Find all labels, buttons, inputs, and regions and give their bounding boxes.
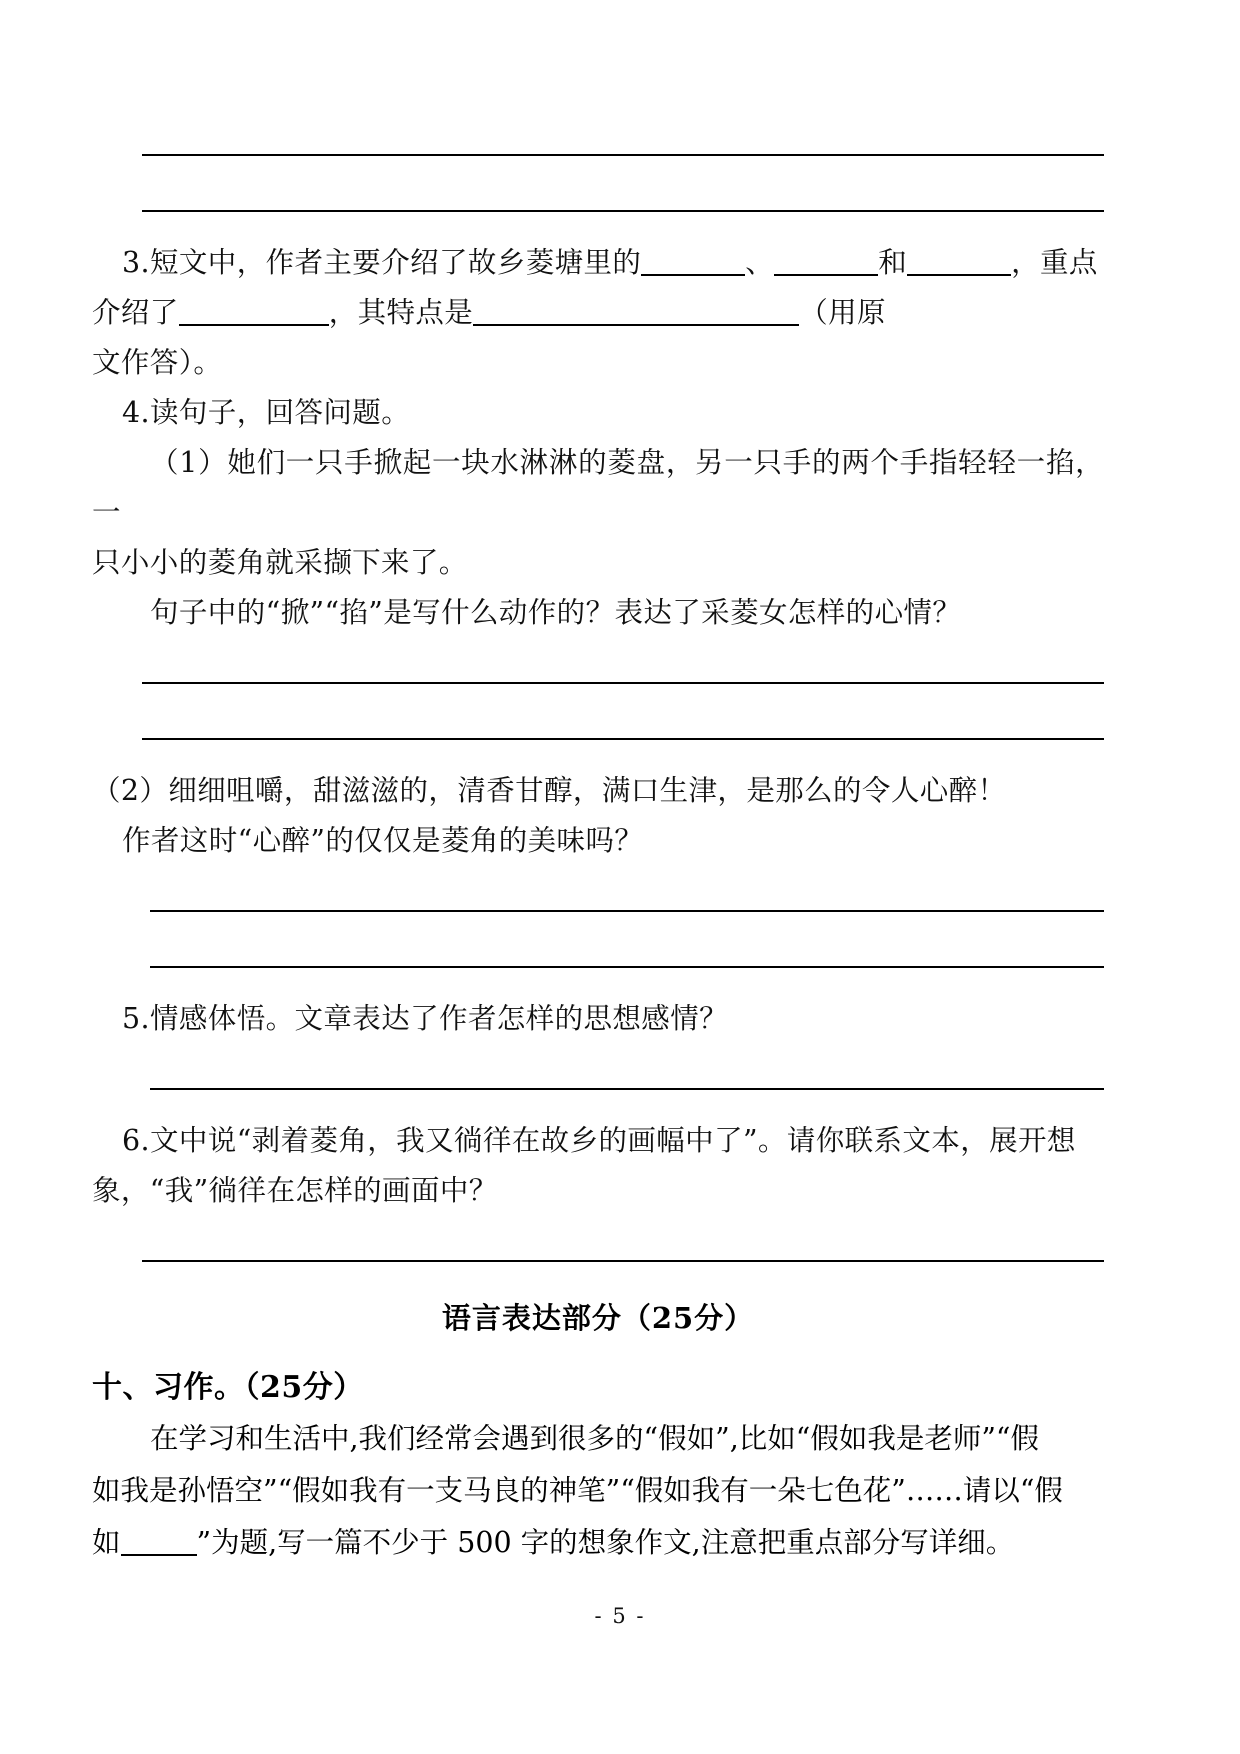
question-4-sub1-prompt: 句子中的“掀”“掐”是写什么动作的？表达了采菱女怎样的心情？ [150, 596, 962, 629]
answer-lines-q4-sub2 [92, 866, 1104, 968]
answer-lines-q6 [92, 1216, 1104, 1262]
composition-title-blank[interactable] [121, 1534, 197, 1556]
question-3-line-1 [92, 238, 1104, 288]
question-5 [92, 994, 1104, 1090]
q3-text-g: （用原 [799, 296, 886, 329]
question-5-text: 5.情感体悟。文章表达了作者怎样的思想感情？ [122, 1002, 728, 1035]
question-4-sub2-line-1: （2）细细咀嚼，甜滋滋的，清香甘醇，满口生津，是那么的令人心醉！ [92, 774, 1007, 807]
composition-text-a: 如 [92, 1526, 121, 1559]
q3-text-f: ，其特点是 [328, 296, 474, 329]
q3-blank-4[interactable] [179, 304, 329, 326]
question-6-line-1: 6.文中说“剥着菱角，我又徜徉在故乡的画幅中了”。请你联系文本，展开想 [122, 1124, 1076, 1157]
question-6-line-2: 象，“我”徜徉在怎样的画面中？ [92, 1174, 498, 1207]
q3-blank-2[interactable] [774, 254, 878, 276]
composition-line-2: 如我是孙悟空”“假如我有一支马良的神笔”“假如我有一朵七色花”……请以“假 [92, 1474, 1063, 1507]
q3-text-b: 、 [745, 246, 775, 279]
question-4-sub2-prompt: 作者这时“心醉”的仅仅是菱角的美味吗？ [122, 824, 644, 857]
question-6 [92, 1116, 1104, 1262]
question-3 [92, 238, 1104, 388]
answer-lines-carryover [92, 120, 1104, 212]
q3-blank-1[interactable] [641, 254, 745, 276]
composition-text-b: ”为题,写一篇不少于 500 字的想象作文,注意把重点部分写详细。 [196, 1526, 1015, 1559]
question-4 [92, 388, 1104, 968]
q3-text-e: 介绍了 [92, 296, 179, 329]
section-banner: 语言表达部分（25分） [441, 1301, 755, 1335]
question-4-sub1-line-2: 只小小的菱角就采撷下来了。 [92, 546, 468, 579]
q3-text-a: 3.短文中，作者主要介绍了故乡菱塘里的 [122, 246, 642, 279]
q3-text-d: ，重点 [1011, 246, 1098, 279]
question-3-line-3: 文作答）。 [92, 346, 223, 379]
question-3-line-2 [92, 288, 1104, 338]
question-4-stem: 4.读句子，回答问题。 [122, 396, 411, 429]
q3-blank-5[interactable] [473, 304, 799, 326]
page-content [92, 120, 1104, 1569]
answer-lines-q5 [92, 1044, 1104, 1090]
q3-blank-3[interactable] [907, 254, 1011, 276]
composition-heading: 十、习作。（25分） [92, 1370, 364, 1405]
composition-line-3 [92, 1517, 1104, 1569]
page-number: - 5 - [594, 1604, 646, 1628]
answer-lines-q4-sub1 [92, 638, 1104, 740]
question-4-sub1-line-1: （1）她们一只手掀起一块水淋淋的菱盘，另一只手的两个手指轻轻一掐，一 [92, 446, 1104, 529]
q3-text-c: 和 [878, 246, 908, 279]
composition-section [92, 1363, 1104, 1569]
composition-line-1: 在学习和生活中,我们经常会遇到很多的“假如”,比如“假如我是老师”“假 [150, 1422, 1039, 1455]
